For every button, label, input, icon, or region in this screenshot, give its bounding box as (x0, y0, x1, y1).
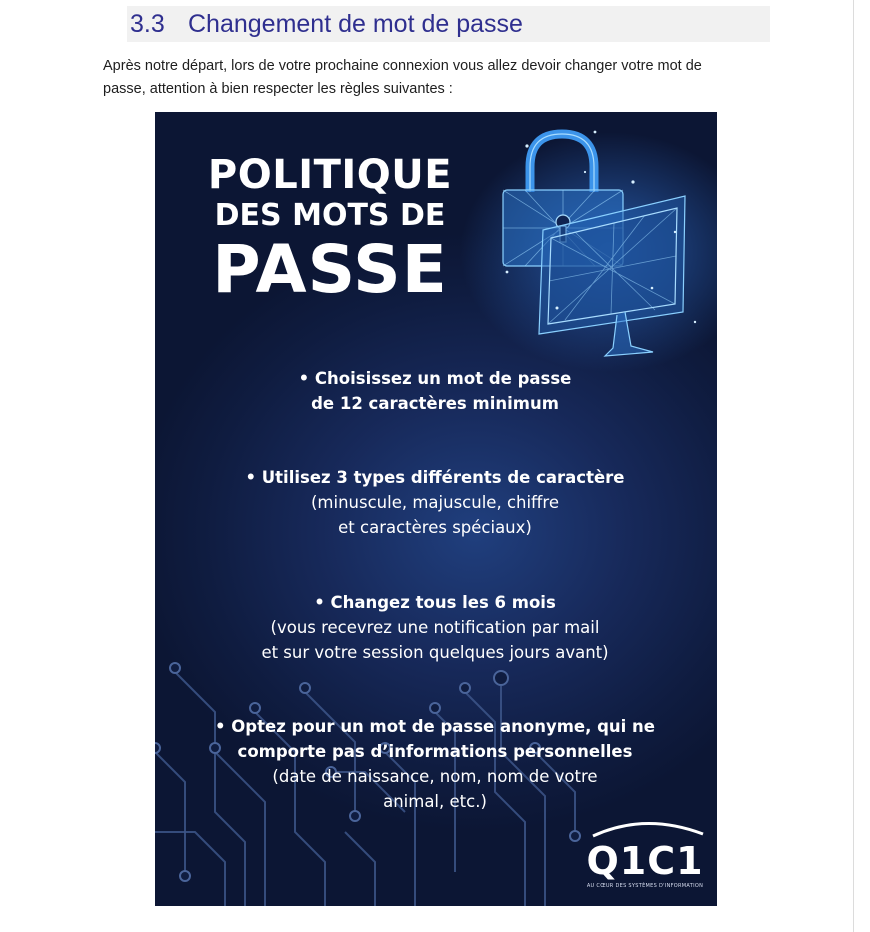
intro-line-1: Après notre départ, lors de votre prochaine connexion vous allez devoir changer votre mot de (103, 58, 702, 74)
logo-tagline: AU CŒUR DES SYSTÈMES D'INFORMATION (586, 883, 704, 889)
logo-mark: Q1C1 (586, 839, 704, 883)
poster-title-line-3: PASSE (212, 231, 448, 308)
rule-3-bold-1: • Changez tous les 6 mois (314, 593, 556, 612)
intro-line-2: passe, attention à bien respecter les règles suivantes : (103, 81, 453, 97)
rule-1 (195, 366, 675, 416)
section-heading (130, 6, 523, 42)
rule-3-detail-2: et sur votre session quelques jours avant) (261, 643, 609, 662)
poster-title (155, 152, 505, 306)
intro-paragraph (103, 55, 793, 101)
page-edge (853, 0, 854, 932)
rule-4-bold-1: • Optez pour un mot de passe anonyme, qui ne (214, 717, 655, 736)
rule-4 (195, 714, 675, 814)
rule-4-detail-1: (date de naissance, nom, nom de votre (272, 767, 598, 786)
poster-title-line-1: POLITIQUE (207, 152, 453, 198)
rule-4-bold-2: comporte pas d’informations personnelles (237, 742, 633, 761)
section-number: 3.3 (130, 10, 165, 38)
rule-1-bold-2: de 12 caractères minimum (311, 394, 559, 413)
rule-2-detail-1: (minuscule, majuscule, chiffre (311, 493, 559, 512)
poster-title-line-2: DES MOTS DE (214, 198, 446, 233)
rule-2-bold-1: • Utilisez 3 types différents de caractère (245, 468, 625, 487)
rule-2 (195, 465, 675, 540)
rule-2-detail-2: et caractères spéciaux) (338, 518, 532, 537)
rule-1-bold-1: • Choisissez un mot de passe (298, 369, 572, 388)
rule-4-detail-2: animal, etc.) (383, 792, 487, 811)
section-title: Changement de mot de passe (188, 10, 523, 38)
rule-3 (195, 590, 675, 665)
q1c1-logo (585, 840, 705, 890)
password-policy-poster (155, 112, 717, 906)
rule-3-detail-1: (vous recevrez une notification par mail (270, 618, 600, 637)
